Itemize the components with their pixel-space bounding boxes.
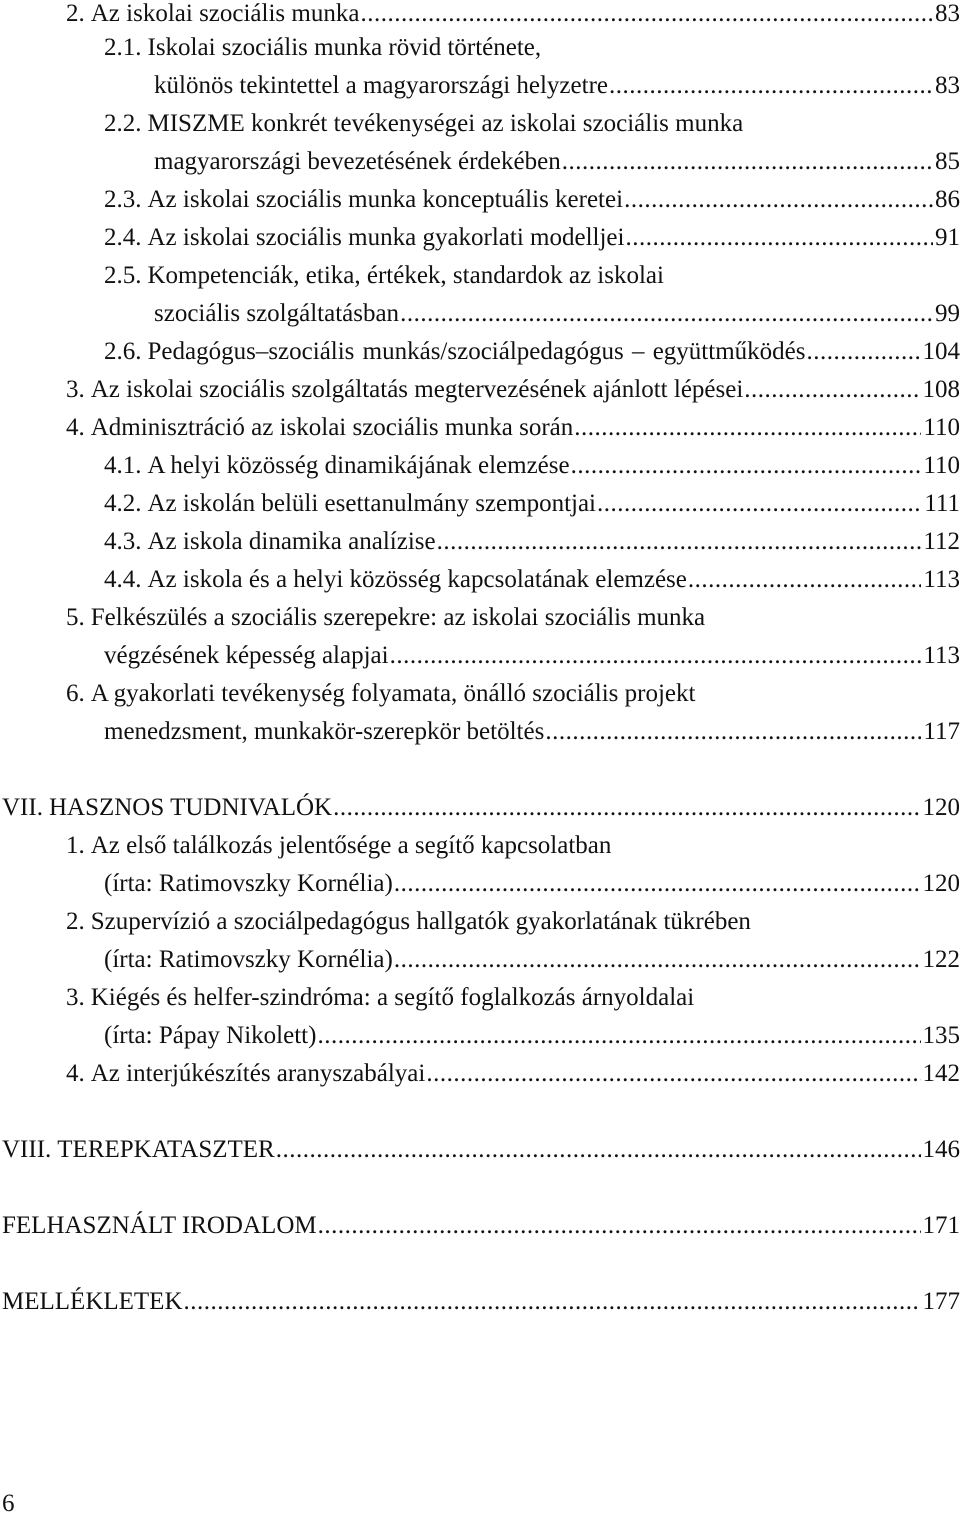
toc-number: VIII. (2, 1136, 51, 1163)
toc-entry (66, 908, 960, 946)
toc-title: Az iskola dinamika analízise (148, 528, 436, 555)
toc-entry (104, 338, 960, 376)
toc-title: Az iskola és a helyi közösség kapcsolatának elemzése (148, 566, 687, 593)
toc-title: FELHASZNÁLT IRODALOM (2, 1212, 317, 1240)
toc-entry-continuation (104, 642, 960, 680)
toc-entry (104, 110, 960, 148)
toc-number: 2. (66, 908, 85, 935)
toc-page-number: 83 (935, 72, 960, 100)
toc-number: 4.1. (104, 452, 142, 479)
toc-page-number: 135 (923, 1022, 960, 1050)
toc-title: Az iskolai szociális munka konceptuális keretei (148, 186, 624, 213)
toc-title: A gyakorlati tevékenység folyamata, önálló szociális projekt (91, 680, 696, 707)
dot-leader (609, 72, 933, 100)
dot-leader (394, 946, 921, 974)
dot-leader (390, 642, 922, 670)
toc-entry-continuation (154, 300, 960, 338)
toc-title: Szupervízió a szociálpedagógus hallgatók gyakorlatának tükrében (91, 908, 751, 935)
dot-leader (400, 300, 933, 328)
toc-chapter (2, 1136, 960, 1174)
toc-title: Kompetenciák, etika, értékek, standardok az iskolai (148, 262, 664, 289)
toc-entry (104, 262, 960, 300)
dot-leader (545, 718, 921, 746)
dot-leader (394, 870, 921, 898)
toc-title: Az interjúkészítés aranyszabályai (91, 1060, 426, 1087)
toc-number: 4. (66, 414, 85, 441)
toc-entry (66, 604, 960, 642)
toc-number: 4. (66, 1060, 85, 1087)
toc-entry (104, 566, 960, 604)
toc-page-number: 83 (935, 0, 960, 28)
dot-leader (624, 186, 933, 214)
toc-title: HASZNOS TUDNIVALÓK (49, 794, 332, 821)
toc-chapter (2, 794, 960, 832)
dot-leader (333, 794, 920, 822)
toc-entry-continuation (104, 946, 960, 984)
toc-number: 6. (66, 680, 85, 707)
toc-page-number: 120 (923, 870, 960, 898)
toc-page-number: 142 (923, 1060, 960, 1088)
toc-title: Felkészülés a szociális szerepekre: az iskolai szociális munka (91, 604, 705, 631)
toc-title: Iskolai szociális munka rövid története, (148, 34, 542, 61)
toc-title: Az iskolai szociális munka gyakorlati modelljei (148, 224, 625, 251)
toc-title: MELLÉKLETEK (2, 1288, 183, 1316)
toc-number: 2. (66, 0, 85, 27)
page-number-footer: 6 (2, 1490, 15, 1518)
toc-page-number: 91 (935, 224, 960, 252)
dot-leader (360, 0, 933, 28)
toc-entry (66, 680, 960, 718)
toc-continuation: magyarországi bevezetésének érdekében (154, 148, 561, 176)
toc-number: 3. (66, 376, 85, 403)
toc-page-number: 110 (923, 452, 960, 480)
toc-title: Az iskolai szociális munka (91, 0, 360, 27)
toc-page-number: 120 (923, 794, 960, 822)
toc-page-number: 99 (935, 300, 960, 328)
toc-title: Az első találkozás jelentősége a segítő kapcsolatban (91, 832, 612, 859)
toc-number: 2.6. (104, 338, 142, 365)
dot-leader (574, 414, 921, 442)
dot-leader (562, 148, 933, 176)
toc-entry (66, 376, 960, 414)
toc-page-number: 122 (923, 946, 960, 974)
dot-leader (625, 224, 933, 252)
toc-entry (104, 452, 960, 490)
toc-continuation: szociális szolgáltatásban (154, 300, 399, 328)
toc-continuation: menedzsment, munkakör-szerepkör betöltés (104, 718, 544, 746)
dot-leader (688, 566, 922, 594)
toc-continuation: végzésének képesség alapjai (104, 642, 389, 670)
toc-continuation: (írta: Ratimovszky Kornélia) (104, 946, 393, 974)
dot-leader (276, 1136, 921, 1164)
toc-number: 2.3. (104, 186, 142, 213)
toc-number: 2.1. (104, 34, 142, 61)
toc-title: A helyi közösség dinamikájának elemzése (148, 452, 570, 479)
toc-continuation: (írta: Pápay Nikolett) (104, 1022, 316, 1050)
dot-leader (597, 490, 922, 518)
toc-entry-continuation (104, 1022, 960, 1060)
toc-continuation: (írta: Ratimovszky Kornélia) (104, 870, 393, 898)
dot-leader (437, 528, 922, 556)
dot-leader (571, 452, 922, 480)
toc-page-number: 171 (923, 1212, 960, 1240)
toc-number: 3. (66, 984, 85, 1011)
toc-entry (104, 528, 960, 566)
toc-title: Pedagógus–szociális munkás/szociálpedagógus – együttműködés (148, 338, 806, 365)
toc-page-number: 85 (935, 148, 960, 176)
dot-leader (744, 376, 920, 404)
toc-page-number: 177 (923, 1288, 960, 1316)
toc-entry-continuation (104, 870, 960, 908)
toc-page-number: 146 (923, 1136, 960, 1164)
toc-number: 2.2. (104, 110, 142, 137)
toc-page-number: 110 (923, 414, 960, 442)
toc-entry (104, 490, 960, 528)
dot-leader (317, 1022, 920, 1050)
toc-entry (66, 414, 960, 452)
toc-page-number: 112 (923, 528, 960, 556)
toc-page-number: 113 (923, 642, 960, 670)
toc-number: 5. (66, 604, 85, 631)
toc-entry (104, 186, 960, 224)
toc-continuation: különös tekintettel a magyarországi helyzetre (154, 72, 608, 100)
toc-number: 2.4. (104, 224, 142, 251)
toc-entry (104, 34, 960, 72)
toc-page-number: 113 (923, 566, 960, 594)
dot-leader (184, 1288, 921, 1316)
toc-title: Az iskolán belüli esettanulmány szempontjai (148, 490, 597, 517)
toc-title: Adminisztráció az iskolai szociális munka során (91, 414, 574, 441)
toc-entry-continuation (154, 72, 960, 110)
toc-entry-continuation (154, 148, 960, 186)
toc-entry (66, 0, 960, 38)
toc-page-number: 111 (924, 490, 960, 518)
toc-number: VII. (2, 794, 43, 821)
toc-title: Az iskolai szociális szolgáltatás megtervezésének ajánlott lépései (91, 376, 744, 403)
toc-title: Kiégés és helfer-szindróma: a segítő foglalkozás árnyoldalai (91, 984, 694, 1011)
toc-title: TEREPKATASZTER (57, 1136, 274, 1163)
toc-chapter (2, 1212, 960, 1250)
dot-leader (806, 338, 920, 366)
dot-leader (318, 1212, 921, 1240)
toc-chapter (2, 1288, 960, 1326)
toc-number: 4.2. (104, 490, 142, 517)
toc-page-number: 117 (923, 718, 960, 746)
toc-page-number: 108 (923, 376, 960, 404)
toc-number: 1. (66, 832, 85, 859)
toc-entry (104, 224, 960, 262)
toc-number: 4.4. (104, 566, 142, 593)
toc-entry (66, 832, 960, 870)
toc-entry (66, 984, 960, 1022)
toc-page-number: 104 (923, 338, 960, 366)
toc-entry (66, 1060, 960, 1098)
dot-leader (426, 1060, 920, 1088)
toc-page-number: 86 (935, 186, 960, 214)
toc-entry-continuation (104, 718, 960, 756)
toc-title: MISZME konkrét tevékenységei az iskolai szociális munka (148, 110, 744, 137)
toc-number: 2.5. (104, 262, 142, 289)
toc-number: 4.3. (104, 528, 142, 555)
